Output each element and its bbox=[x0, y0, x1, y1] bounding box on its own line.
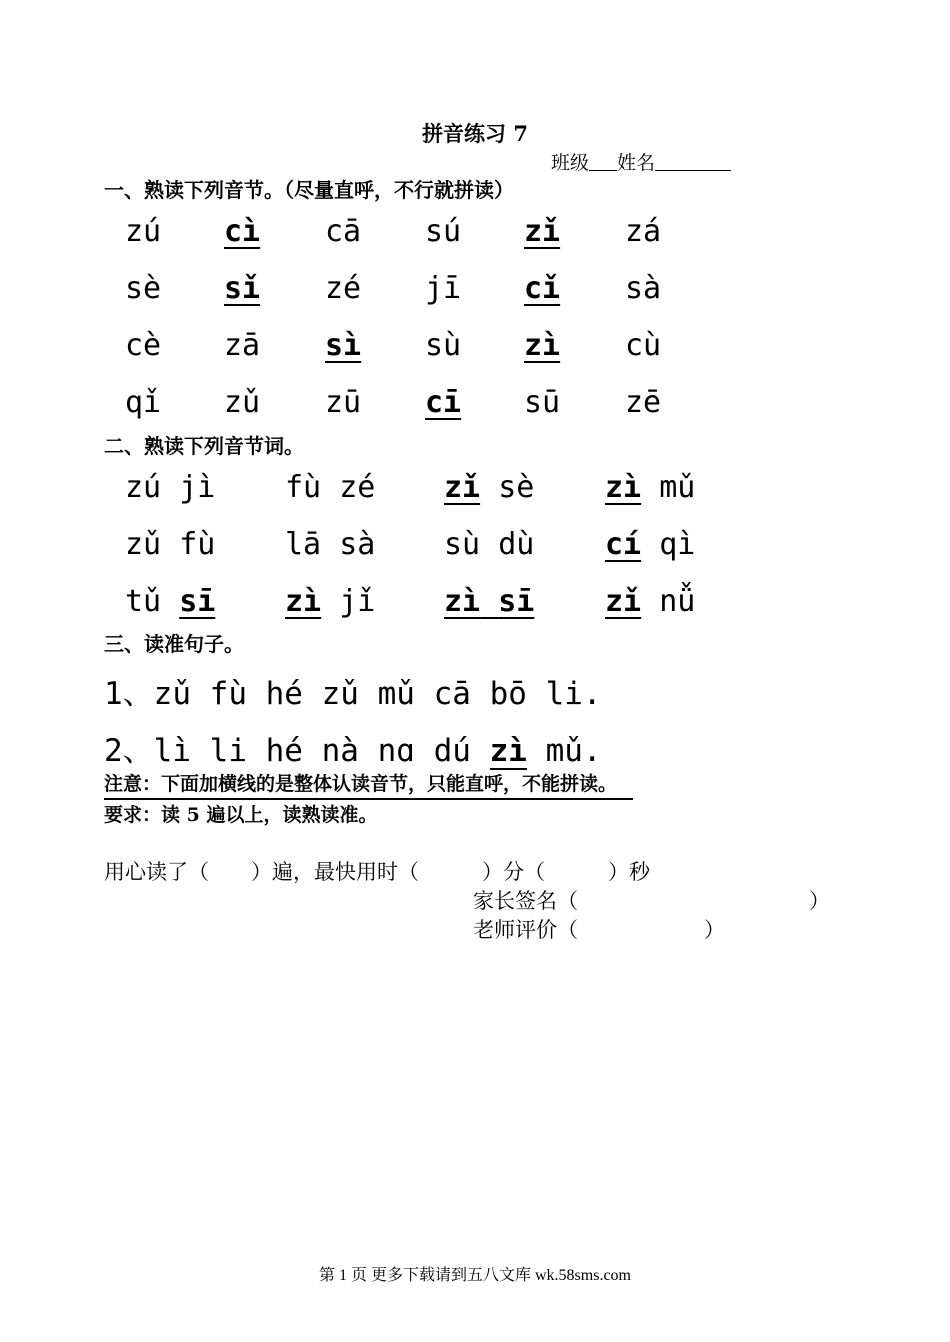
sentence-2-part1: 2、lì li hé nà nɑ dú bbox=[104, 733, 490, 769]
class-name-line bbox=[551, 148, 731, 175]
word-pair bbox=[285, 470, 375, 505]
word-pair bbox=[444, 584, 534, 619]
syllable: qǐ bbox=[125, 385, 162, 420]
word-pair bbox=[285, 527, 375, 562]
word-pair bbox=[605, 584, 695, 619]
syllable-underlined: zǐ bbox=[524, 214, 561, 249]
section3-heading: 三、读准句子。 bbox=[104, 632, 244, 656]
syllable: sè bbox=[498, 470, 535, 505]
syllable-underlined: cī bbox=[425, 385, 462, 420]
syllable: zā bbox=[224, 328, 261, 363]
syllable: tǔ bbox=[125, 584, 162, 619]
syllable-underlined: zì bbox=[285, 584, 322, 619]
syllable: fù bbox=[179, 527, 216, 562]
syllable: zǔ bbox=[224, 385, 261, 420]
syllable-underlined: cǐ bbox=[524, 271, 561, 306]
teacher-evaluation: 老师评价（ ） bbox=[473, 918, 725, 942]
word-pair bbox=[285, 584, 375, 619]
syllable: lā bbox=[285, 527, 322, 562]
word-pair bbox=[605, 527, 695, 562]
word-pair bbox=[125, 584, 215, 619]
syllable-underlined: sì bbox=[325, 328, 362, 363]
syllable: sù bbox=[425, 328, 462, 363]
read-times-record: 用心读了（ ）遍，最快用时（ ）分（ ）秒 bbox=[104, 860, 650, 884]
page-footer: 第 1 页 更多下载请到五八文库 wk.58sms.com bbox=[318, 1267, 631, 1284]
parent-signature: 家长签名（ ） bbox=[473, 889, 830, 913]
name-label: 姓名 bbox=[617, 152, 656, 174]
syllable: fù bbox=[285, 470, 322, 505]
syllable: sū bbox=[524, 385, 561, 420]
name-blank bbox=[655, 152, 731, 171]
word-pair bbox=[125, 470, 215, 505]
syllable: sú bbox=[425, 214, 462, 249]
syllable-underlined: cí bbox=[605, 527, 642, 562]
syllable: zú bbox=[125, 470, 162, 505]
syllable-underlined: zì bbox=[524, 328, 561, 363]
syllable-underlined: zǐ bbox=[444, 470, 481, 505]
syllable: cā bbox=[325, 214, 362, 249]
syllable: cù bbox=[625, 328, 662, 363]
syllable-underlined: cì bbox=[224, 214, 261, 249]
word-pair bbox=[125, 527, 215, 562]
syllable: qì bbox=[659, 527, 696, 562]
syllable: nǚ bbox=[659, 584, 696, 619]
syllable: zá bbox=[625, 214, 662, 249]
requirement-text: 要求：读 5 遍以上，读熟读准。 bbox=[104, 804, 378, 826]
syllable: jǐ bbox=[339, 584, 376, 619]
syllable: zū bbox=[325, 385, 362, 420]
word-pair bbox=[444, 527, 534, 562]
word-pair bbox=[444, 470, 534, 505]
syllable: cè bbox=[125, 328, 162, 363]
page-title: 拼音练习 7 bbox=[422, 121, 528, 146]
syllable: sè bbox=[125, 271, 162, 306]
section1-heading: 一、熟读下列音节。（尽量直呼，不行就拼读） bbox=[104, 178, 514, 202]
syllable-underlined: zì bbox=[444, 584, 481, 619]
syllable-underlined: sī bbox=[179, 584, 216, 619]
note-text: 注意：下面加横线的是整体认读音节，只能直呼，不能拼读。 bbox=[104, 770, 633, 800]
syllable-underlined: zì bbox=[605, 470, 642, 505]
syllable: mǔ bbox=[659, 470, 696, 505]
sentence-2 bbox=[104, 725, 602, 770]
sentence-1: 1、zǔ fù hé zǔ mǔ cā bō li. bbox=[104, 676, 602, 712]
syllable: sù bbox=[444, 527, 481, 562]
syllable: jì bbox=[179, 470, 216, 505]
word-pair bbox=[605, 470, 695, 505]
class-blank bbox=[589, 152, 617, 171]
class-label: 班级 bbox=[551, 152, 590, 174]
syllable: zē bbox=[625, 385, 662, 420]
syllable: sà bbox=[339, 527, 376, 562]
syllable: zé bbox=[325, 271, 362, 306]
syllable-underlined: sǐ bbox=[224, 271, 261, 306]
syllable: zé bbox=[339, 470, 376, 505]
syllable-underlined: zǐ bbox=[605, 584, 642, 619]
syllable: jī bbox=[425, 271, 462, 306]
syllable: zú bbox=[125, 214, 162, 249]
syllable: dù bbox=[498, 527, 535, 562]
section2-heading: 二、熟读下列音节词。 bbox=[104, 434, 304, 458]
syllable: sà bbox=[625, 271, 662, 306]
sentence-2-part2: mǔ. bbox=[526, 733, 602, 769]
sentence-2-underlined-syllable: zì bbox=[489, 733, 527, 769]
syllable: zǔ bbox=[125, 527, 162, 562]
syllable-underlined: sī bbox=[498, 584, 535, 619]
